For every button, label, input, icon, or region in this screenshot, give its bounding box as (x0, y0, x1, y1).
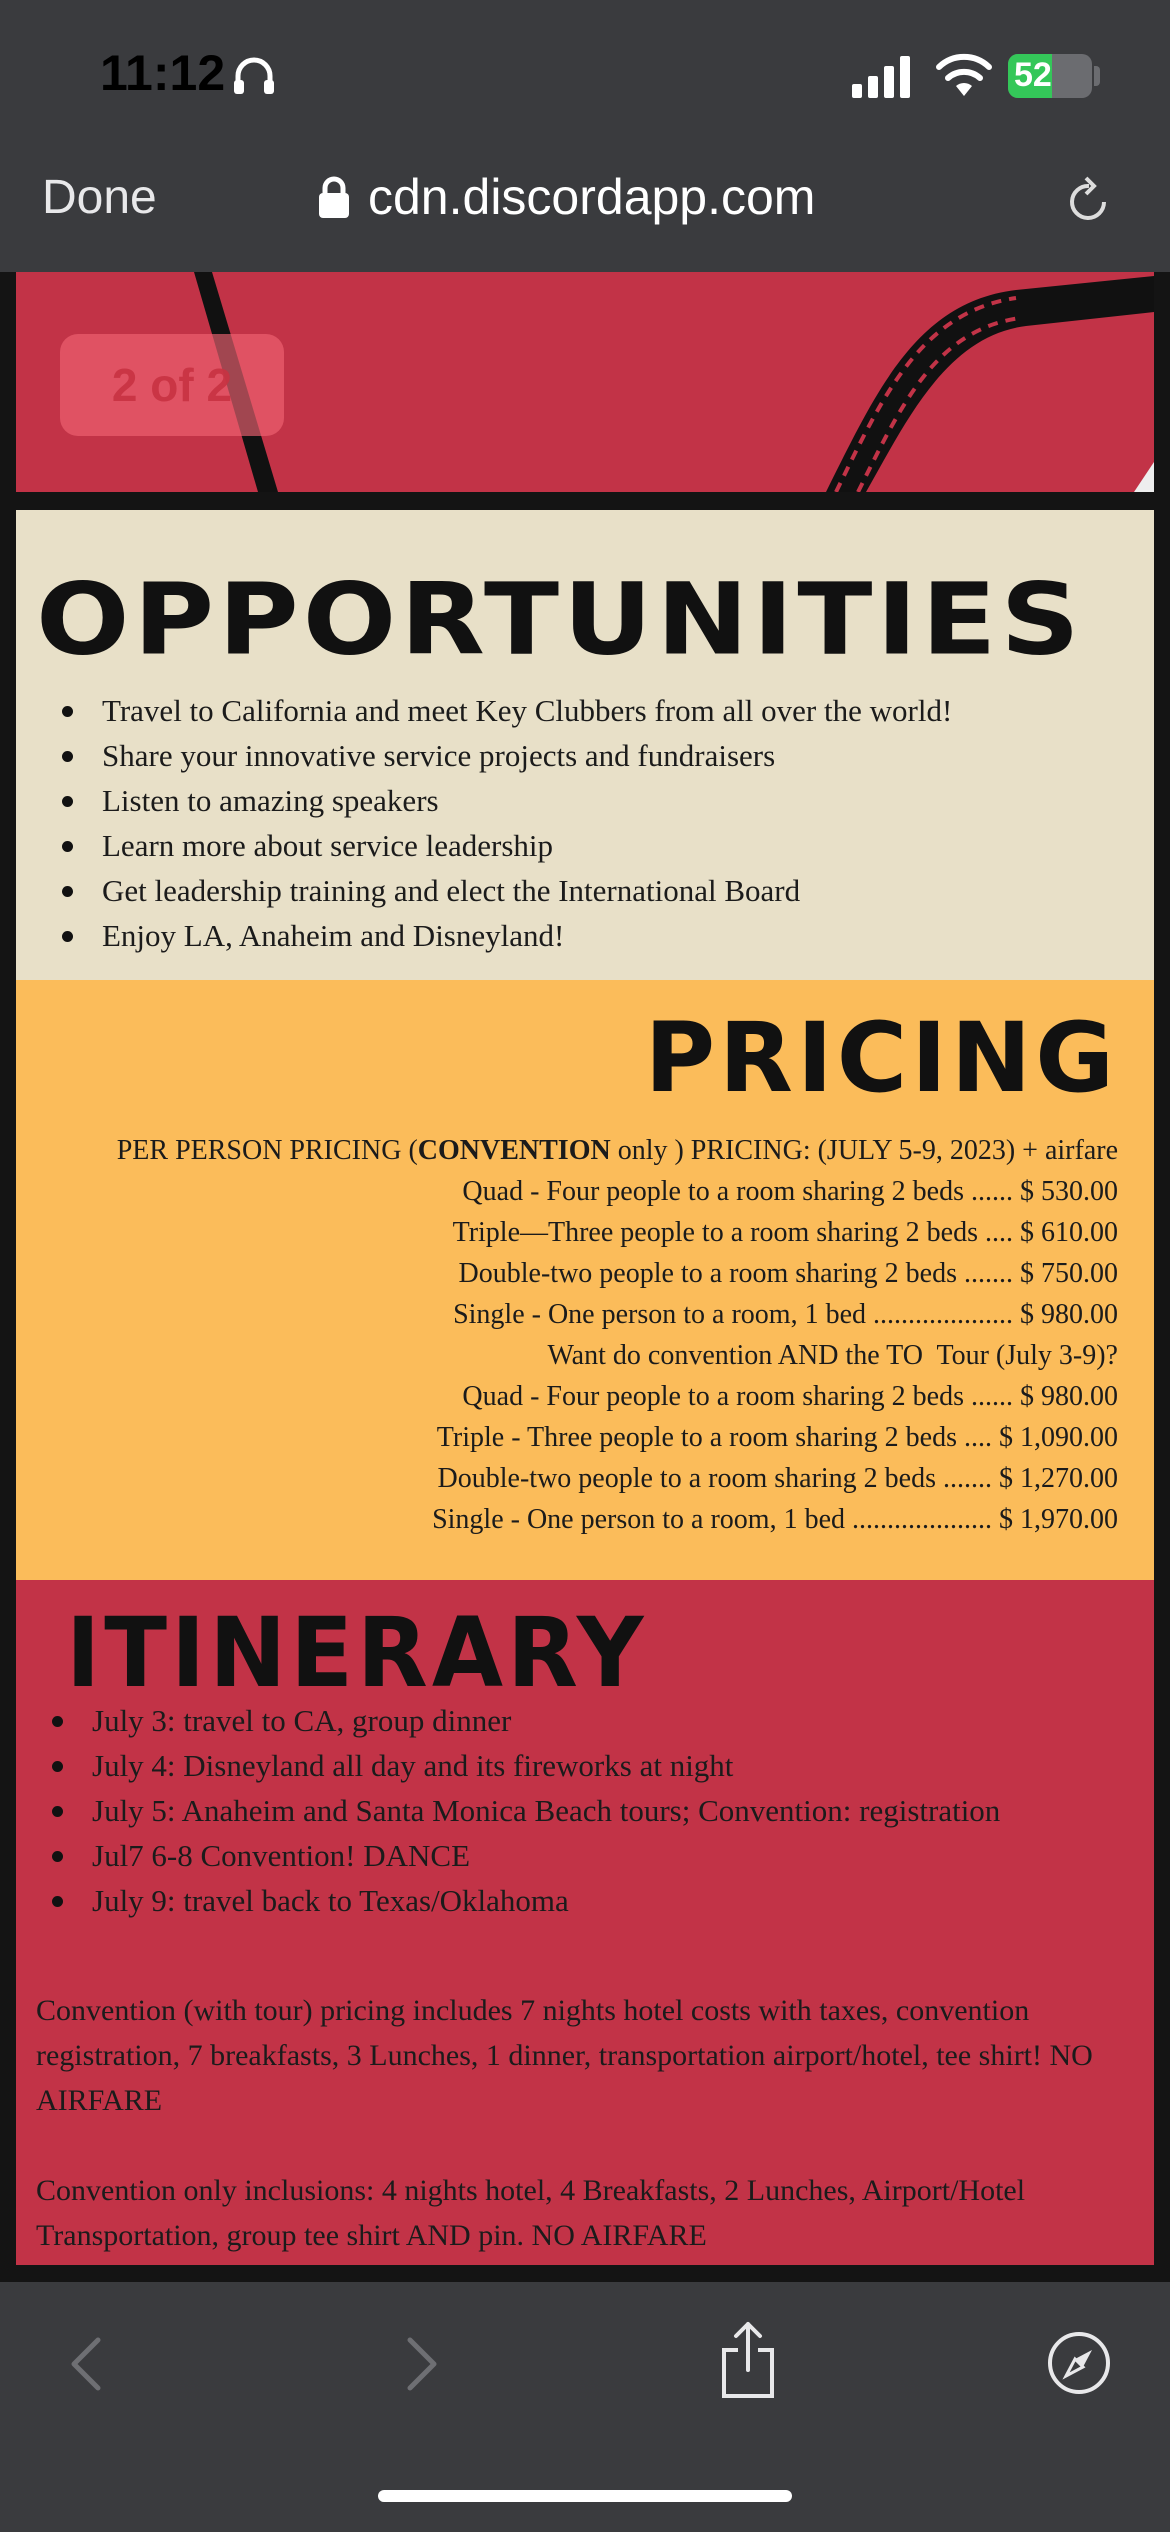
pricing-section (16, 980, 1154, 1580)
pricing-heading: PRICING (644, 1002, 1118, 1114)
pricing-line: Triple—Three people to a room sharing 2 beds .... $ 610.00 (452, 1217, 1118, 1248)
list-item: Jul7 6-8 Convention! DANCE (16, 1833, 1000, 1878)
itinerary-list (16, 1698, 1000, 1923)
compass-icon[interactable] (1046, 2330, 1112, 2396)
pricing-line: Double-two people to a room sharing 2 beds ....... $ 750.00 (458, 1258, 1118, 1289)
list-item: Learn more about service leadership (26, 823, 952, 868)
list-item: July 3: travel to CA, group dinner (16, 1698, 1000, 1743)
battery-nub (1094, 66, 1100, 86)
flyer-page-2 (16, 510, 1154, 2265)
list-item: Enjoy LA, Anaheim and Disneyland! (26, 913, 952, 958)
battery-charging-icon (1008, 54, 1092, 98)
page-counter-badge (60, 334, 284, 436)
status-time: 11:12 (100, 45, 226, 101)
pricing-line: Want do convention AND the TO Tour (July 3-9)? (547, 1340, 1118, 1371)
pricing-lines (117, 1130, 1118, 1540)
done-button[interactable]: Done (42, 171, 157, 224)
pricing-header (117, 1130, 1118, 1171)
pricing-header-suffix: only ) PRICING: (JULY 5-9, 2023) + airfare (610, 1135, 1118, 1166)
headphones-icon (232, 54, 276, 96)
share-icon[interactable] (716, 2320, 780, 2400)
itinerary-section (16, 1580, 1154, 2265)
reload-icon[interactable] (1064, 172, 1114, 226)
lock-icon (318, 176, 350, 218)
opportunities-section (16, 510, 1154, 980)
list-item: July 9: travel back to Texas/Oklahoma (16, 1878, 1000, 1923)
list-item: July 5: Anaheim and Santa Monica Beach tours; Convention: registration (16, 1788, 1000, 1833)
battery-percent: 52 (1014, 56, 1052, 94)
convention-inclusions-note: Convention only inclusions: 4 nights hotel, 4 Breakfasts, 2 Lunches, Airport/Hotel Transportation, group tee shirt AND pin. NO AIRFARE (36, 2174, 1026, 2252)
itinerary-heading: ITINERARY (66, 1596, 648, 1709)
list-item: Share your innovative service projects and fundraisers (26, 733, 952, 778)
pricing-line: Single - One person to a room, 1 bed .................... $ 980.00 (453, 1299, 1118, 1330)
pricing-line: Single - One person to a room, 1 bed .................... $ 1,970.00 (432, 1504, 1118, 1535)
tour-pricing-note: Convention (with tour) pricing includes 7 nights hotel costs with taxes, convention registration, 7 breakfasts, 3 Lunches, 1 dinner, transportation airport/hotel, tee shirt! NO AIRFARE (36, 1994, 1093, 2117)
pricing-line: Triple - Three people to a room sharing 2 beds .... $ 1,090.00 (436, 1422, 1118, 1453)
opportunities-list (26, 688, 952, 958)
opportunities-heading: OPPORTUNITIES (36, 561, 1084, 678)
back-icon[interactable] (66, 2336, 106, 2392)
pricing-line: Quad - Four people to a room sharing 2 beds ...... $ 530.00 (462, 1176, 1118, 1207)
list-item: Listen to amazing speakers (26, 778, 952, 823)
url-text[interactable]: cdn.discordapp.com (368, 169, 816, 225)
pricing-line: Quad - Four people to a room sharing 2 beds ...... $ 980.00 (462, 1381, 1118, 1412)
wifi-icon (934, 52, 994, 98)
cellular-signal-icon (852, 56, 916, 98)
list-item: Get leadership training and elect the International Board (26, 868, 952, 913)
forward-icon[interactable] (402, 2336, 442, 2392)
list-item: Travel to California and meet Key Clubbers from all over the world! (26, 688, 952, 733)
pricing-header-bold: CONVENTION (417, 1135, 611, 1166)
pricing-line: Double-two people to a room sharing 2 beds ....... $ 1,270.00 (437, 1463, 1118, 1494)
list-item: July 4: Disneyland all day and its fireworks at night (16, 1743, 1000, 1788)
pricing-header-prefix: PER PERSON PRICING ( (116, 1135, 418, 1166)
page-counter-text: 2 of 2 (111, 359, 233, 411)
home-indicator[interactable] (378, 2490, 792, 2502)
